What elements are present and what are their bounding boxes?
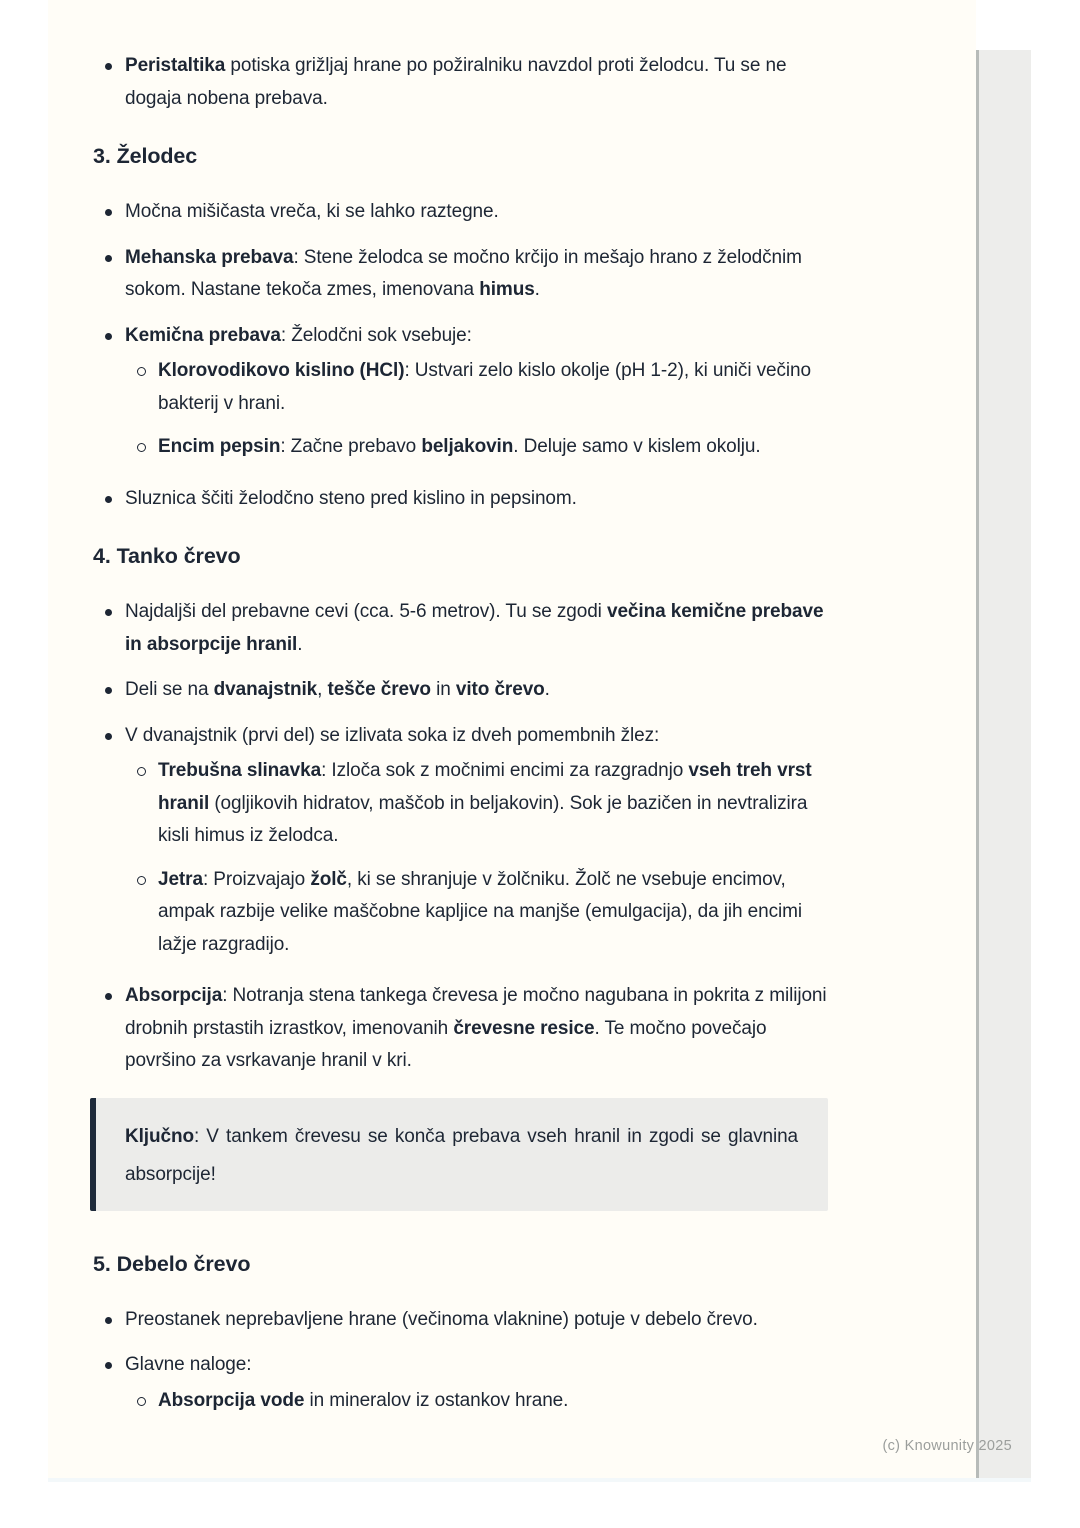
text-run: Močna mišičasta vreča, ki se lahko raztegne.: [125, 201, 499, 222]
circle-bullet-icon: [126, 864, 158, 962]
bullet-text: [125, 196, 828, 229]
bullet-text: [158, 864, 828, 962]
dot-bullet-glyph: [105, 255, 112, 262]
dot-bullet-glyph: [105, 609, 112, 616]
bold-text-run: tešče črevo: [327, 679, 431, 700]
text-run: . Te močno povečajo površino za vsrkavanje hranil v kri.: [125, 1017, 767, 1071]
dot-bullet-glyph: [105, 209, 112, 216]
bold-text-run: večina kemične prebave in absorpcije hranil: [125, 601, 824, 655]
text-run: : Notranja stena tankega črevesa je močno nagubana in pokrita z milijoni drobnih prstastih izrastkov, imenovanih: [125, 985, 827, 1039]
bold-text-run: Encim pepsin: [158, 436, 281, 457]
text-run: : Stene želodca se močno krčijo in mešajo hrano z želodčnim sokom. Nastane tekoča zmes, imenovana: [125, 246, 802, 300]
bullet-item: [93, 674, 828, 707]
text-run: : Proizvajajo: [202, 868, 311, 890]
bullet-text: [158, 1385, 828, 1418]
bold-text-run: črevesne resice: [453, 1017, 595, 1039]
scrollbar-gutter[interactable]: [976, 50, 1031, 1478]
bullet-item: [93, 1349, 828, 1382]
dot-bullet-glyph: [105, 687, 112, 694]
bullet-text: [125, 674, 828, 707]
dot-bullet-glyph: [105, 1317, 112, 1324]
bullet-text: [125, 242, 828, 307]
text-run: Sluznica ščiti želodčno steno pred kislino in pepsinom.: [125, 487, 577, 509]
section-heading: 4. Tanko črevo: [93, 544, 241, 568]
dot-bullet-icon: [93, 196, 125, 229]
dot-bullet-icon: [93, 720, 125, 753]
bullet-item: [93, 242, 828, 307]
text-run: .: [534, 279, 540, 300]
dot-bullet-glyph: [105, 1362, 112, 1369]
circle-bullet-glyph: [137, 1397, 146, 1406]
dot-bullet-glyph: [105, 496, 112, 503]
circle-bullet-glyph: [137, 443, 146, 452]
circle-bullet-glyph: [137, 876, 146, 885]
bullet-text: [158, 431, 828, 464]
sub-bullet-list: [126, 755, 828, 961]
dot-bullet-icon: [93, 980, 125, 1078]
bullet-text: [125, 1304, 828, 1337]
dot-bullet-icon: [93, 50, 125, 115]
text-run: in: [430, 679, 456, 700]
text-run: potiska grižljaj hrane po požiralniku navzdol proti želodcu. Tu se ne dogaja nobena prebava.: [125, 55, 787, 109]
bold-text-run: Ključno: [125, 1125, 194, 1147]
bold-text-run: Mehanska prebava: [125, 246, 294, 268]
sub-bullet-list: [126, 1385, 828, 1418]
bold-text-run: Absorpcija: [125, 985, 223, 1006]
dot-bullet-icon: [93, 1349, 125, 1382]
text-run: . Deluje samo v kislem okolju.: [513, 436, 761, 457]
text-run: : Želodčni sok vsebuje:: [280, 324, 472, 346]
dot-bullet-glyph: [105, 993, 112, 1000]
bullet-text: [125, 50, 828, 115]
document-content: [48, 0, 976, 1417]
dot-bullet-icon: [93, 674, 125, 707]
bullet-item: [93, 196, 828, 229]
bullet-item: [93, 1304, 828, 1337]
dot-bullet-icon: [93, 596, 125, 661]
sub-bullet-item: [126, 355, 828, 420]
bullet-text: [125, 720, 828, 753]
bold-text-run: Jetra: [158, 868, 203, 890]
bullet-text: [158, 355, 828, 420]
section-heading: 5. Debelo črevo: [93, 1251, 251, 1276]
text-run: V dvanajstnik (prvi del) se izlivata soka iz dveh pomembnih žlez:: [125, 724, 660, 746]
text-run: ,: [317, 679, 328, 700]
text-run: Preostanek neprebavljene hrane (večinoma vlaknine) potuje v debelo črevo.: [125, 1308, 758, 1330]
bullet-item: [93, 980, 828, 1078]
bold-text-run: Klorovodikovo kislino (HCl): [158, 360, 405, 381]
circle-bullet-icon: [126, 755, 158, 853]
text-run: .: [544, 679, 550, 700]
bold-text-run: vseh treh vrst hranil: [158, 760, 812, 814]
bold-text-run: Absorpcija vode: [158, 1389, 305, 1411]
dot-bullet-icon: [93, 1304, 125, 1337]
bullet-text: [125, 320, 828, 353]
circle-bullet-icon: [126, 431, 158, 464]
dot-bullet-glyph: [105, 333, 112, 340]
text-run: Glavne naloge:: [125, 1354, 252, 1375]
text-run: Deli se na: [125, 679, 214, 700]
sub-bullet-list: [126, 355, 828, 464]
bullet-text: [125, 596, 828, 661]
circle-bullet-glyph: [137, 767, 146, 776]
circle-bullet-glyph: [137, 367, 146, 376]
page-bottom-edge: [48, 1478, 1031, 1482]
bullet-text: [125, 483, 828, 516]
text-run: (ogljikovih hidratov, maščob in beljakovin). Sok je bazičen in nevtralizira kisli himus iz želodca.: [158, 792, 808, 846]
bold-text-run: vito črevo: [455, 679, 545, 700]
sub-bullet-item: [126, 864, 828, 962]
text-run: in mineralov iz ostankov hrane.: [304, 1389, 569, 1411]
bold-text-run: Trebušna slinavka: [158, 760, 322, 781]
bullet-item: [93, 720, 828, 753]
text-run: : Začne prebavo: [280, 436, 422, 457]
sub-bullet-item: [126, 431, 828, 464]
watermark: (c) Knowunity 2025: [882, 1438, 1012, 1454]
bullet-item: [93, 483, 828, 516]
bullet-text: [158, 755, 828, 853]
bold-text-run: Peristaltika: [125, 55, 226, 76]
dot-bullet-glyph: [105, 733, 112, 740]
text-run: : Izloča sok z močnimi encimi za razgradnjo: [321, 760, 689, 781]
document-page: [48, 0, 976, 1478]
bullet-item: [93, 320, 828, 353]
bullet-text: [125, 980, 828, 1078]
dot-bullet-icon: [93, 320, 125, 353]
text-run: : Ustvari zelo kislo okolje (pH 1-2), ki uniči večino bakterij v hrani.: [158, 360, 811, 414]
sub-bullet-item: [126, 1385, 828, 1418]
bold-text-run: beljakovin: [421, 436, 514, 457]
bullet-item: [93, 50, 828, 115]
dot-bullet-icon: [93, 242, 125, 307]
bold-text-run: žolč: [310, 868, 347, 890]
bullet-item: [93, 596, 828, 661]
circle-bullet-icon: [126, 355, 158, 420]
circle-bullet-icon: [126, 1385, 158, 1418]
bold-text-run: dvanajstnik: [213, 679, 318, 700]
dot-bullet-glyph: [105, 63, 112, 70]
bold-text-run: himus: [479, 279, 535, 300]
text-run: : V tankem črevesu se konča prebava vseh hranil in zgodi se glavnina absorpcije!: [125, 1125, 798, 1185]
key-callout: [90, 1098, 828, 1211]
text-run: Najdaljši del prebavne cevi (cca. 5-6 metrov). Tu se zgodi: [125, 601, 607, 622]
text-run: , ki se shranjuje v žolčniku. Žolč ne vsebuje encimov, ampak razbije velike maščobne kapljice na manjše (emulgacija), da jih encimi lažje razgradijo.: [158, 868, 802, 955]
bullet-text: [125, 1349, 828, 1382]
bold-text-run: Kemična prebava: [125, 324, 281, 346]
text-run: .: [297, 633, 303, 655]
dot-bullet-icon: [93, 483, 125, 516]
section-heading: 3. Želodec: [93, 144, 198, 168]
sub-bullet-item: [126, 755, 828, 853]
